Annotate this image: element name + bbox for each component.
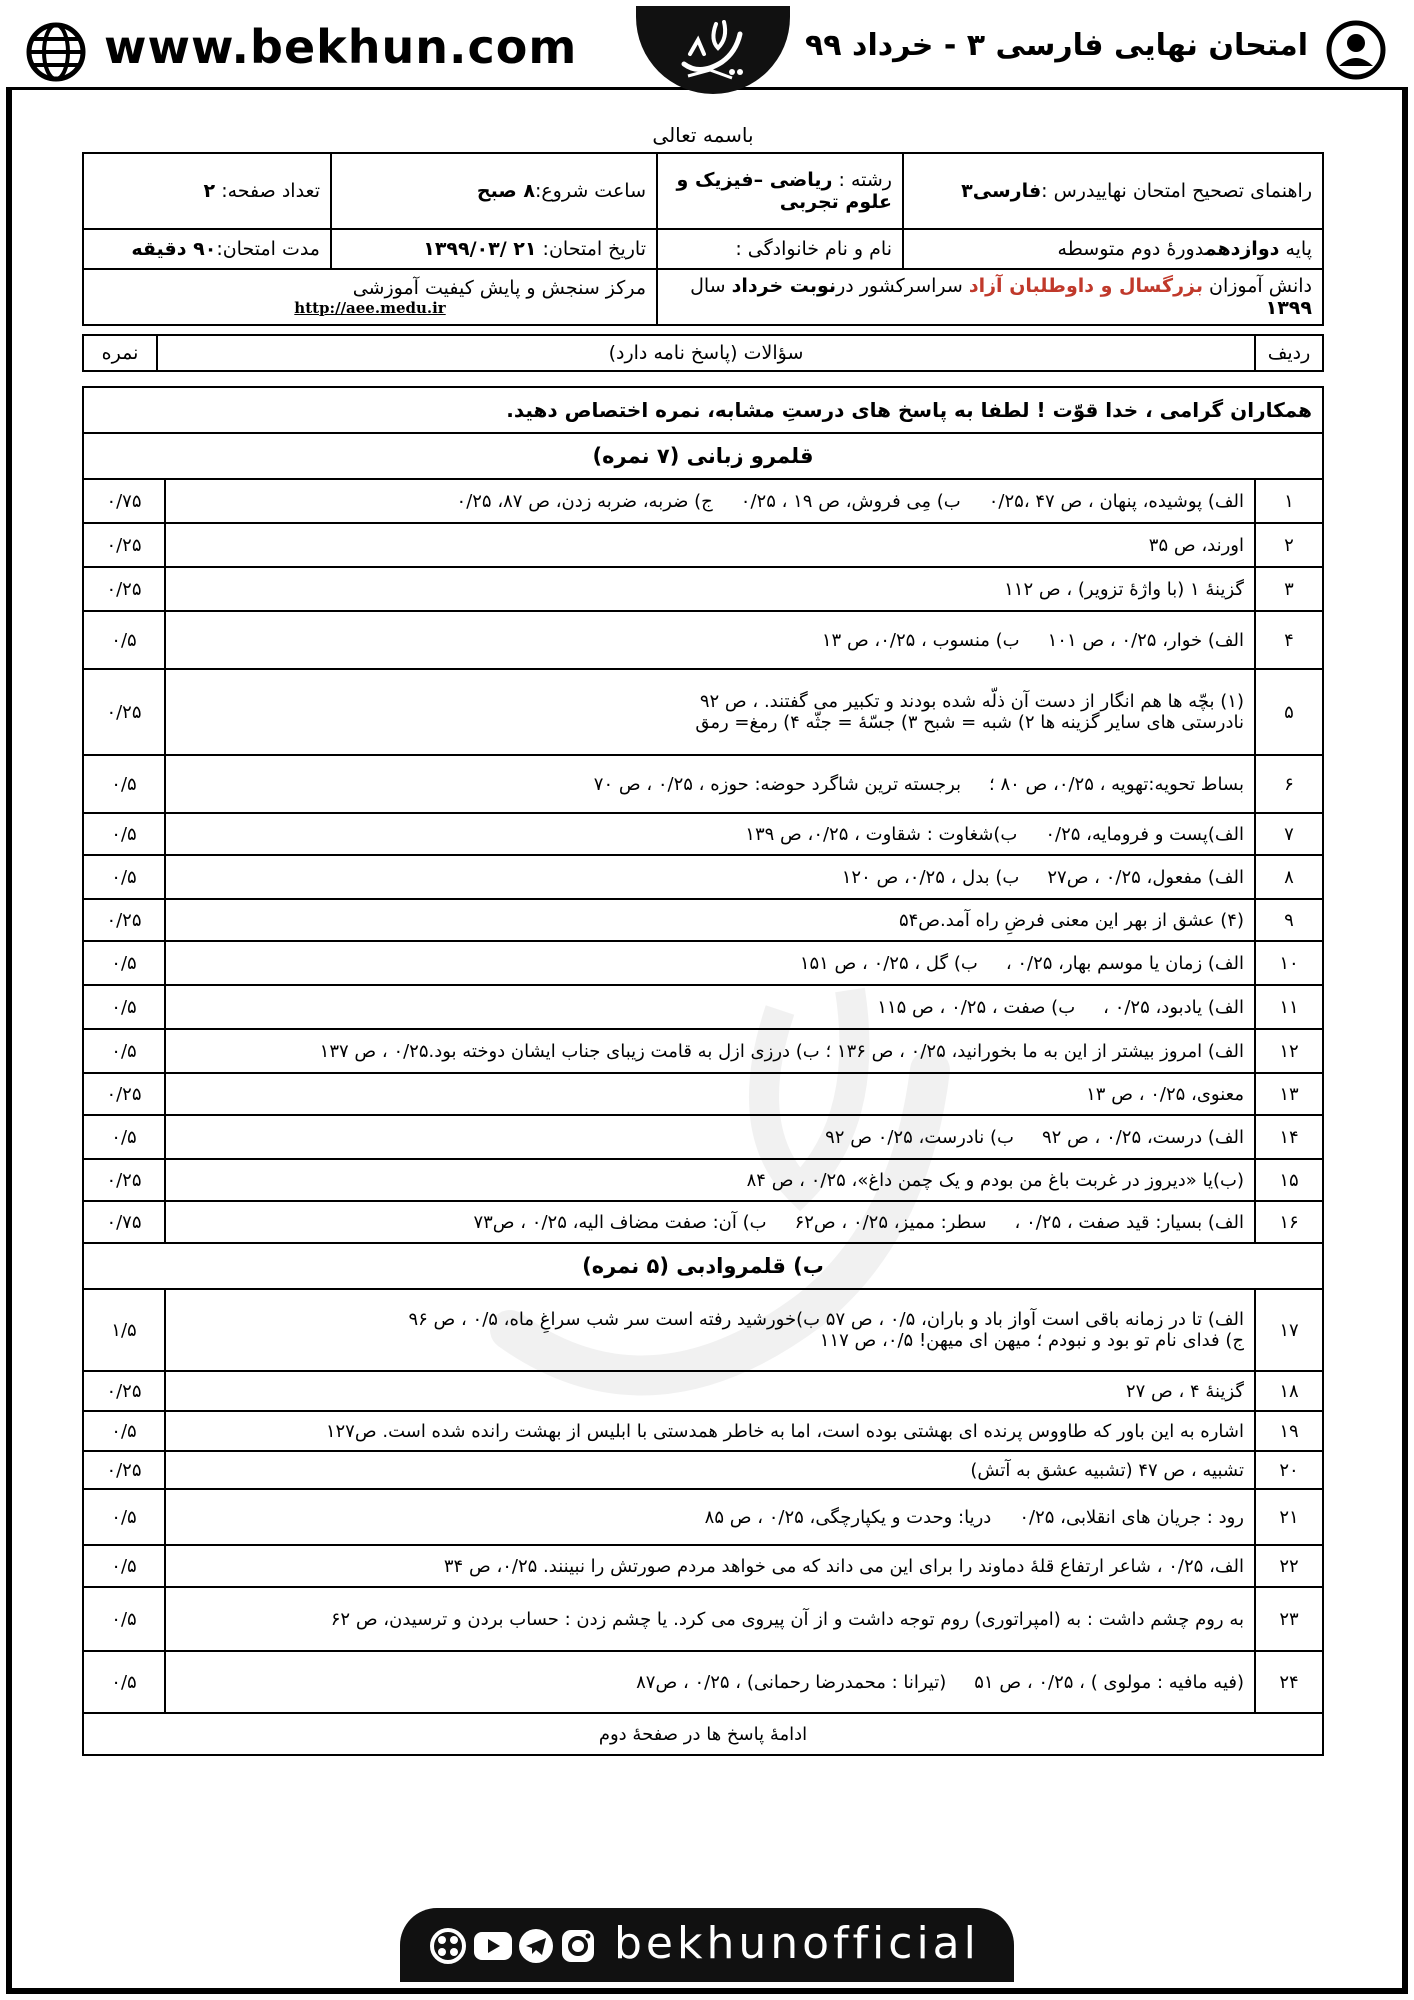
answer-text [165,855,1255,899]
row-score: ۰/۲۵ [83,669,165,755]
pages-value: ۲ [203,180,216,202]
answer-part: ب) منسوب ، ۰/۲۵، ص ۱۳ [821,629,1020,651]
row-number: ۶ [1255,755,1323,813]
answer-sheet [82,118,1324,1756]
answer-text [165,1289,1255,1371]
literary-rows [83,1289,1323,1713]
answer-text [165,1159,1255,1201]
row-number: ۳ [1255,567,1323,611]
row-score: ۰/۵ [83,1489,165,1545]
row-header: ردیف [1255,335,1323,371]
answer-text [165,611,1255,669]
answer-text [165,755,1255,813]
answer-row [83,1545,1323,1587]
row-score: ۰/۲۵ [83,1371,165,1411]
answer-part: رود : جریان های انقلابی، ۰/۲۵ [1019,1506,1244,1528]
students-group: بزرگسال و داوطلبان آزاد [968,275,1203,297]
row-score: ۰/۵ [83,611,165,669]
answer-row [83,1451,1323,1489]
row-score: ۰/۵ [83,941,165,985]
row-score: ۰/۵ [83,1029,165,1073]
answer-part: دریا: وحدت و یکپارچگی، ۰/۲۵ ، ص ۸۵ [704,1506,992,1528]
row-score: ۰/۲۵ [83,567,165,611]
answer-text [165,1201,1255,1243]
answer-text [165,985,1255,1029]
row-score: ۱/۵ [83,1289,165,1371]
answer-text [165,1587,1255,1651]
pages-cell [83,153,331,229]
aparat-icon[interactable] [432,1930,464,1962]
answer-part: (فیه مافیه : مولوی ) ، ۰/۲۵ ، ص ۵۱ [974,1671,1244,1693]
row-score: ۰/۷۵ [83,479,165,523]
answer-row [83,1587,1323,1651]
answer-row [83,899,1323,941]
name-label: نام و نام خانوادگی : [735,238,892,260]
row-number: ۲۲ [1255,1545,1323,1587]
top-banner [6,6,1408,90]
answer-row [83,941,1323,985]
name-cell [657,229,903,269]
date-value: ۱۳۹۹/۰۳/ ۲۱ [423,238,537,260]
site-url[interactable]: www.bekhun.com [104,20,578,74]
row-score: ۰/۵ [83,1587,165,1651]
answer-part: ب) بدل ، ۰/۲۵، ص ۱۲۰ [841,866,1020,888]
basmala: باسمه تعالی [652,123,754,147]
row-number: ۱۳ [1255,1073,1323,1115]
row-number: ۱ [1255,479,1323,523]
answer-row [83,1073,1323,1115]
answer-part: معنوی، ۰/۲۵ ، ص ۱۳ [1086,1083,1244,1105]
language-rows [83,479,1323,1243]
duration-value: ۹۰ دقیقه [131,238,217,260]
course-name: فارسی۳ [961,180,1042,202]
row-number: ۱۵ [1255,1159,1323,1201]
youtube-icon[interactable] [474,1932,512,1960]
answer-row [83,755,1323,813]
answer-text [165,941,1255,985]
row-number: ۲۰ [1255,1451,1323,1489]
row-score: ۰/۲۵ [83,1451,165,1489]
row-number: ۵ [1255,669,1323,755]
row-score: ۰/۵ [83,813,165,855]
row-score: ۰/۵ [83,1115,165,1159]
guide-label: راهنمای تصحیح امتحان نهاییدرس : [1041,180,1312,202]
answer-text [165,1073,1255,1115]
answer-row [83,1289,1323,1371]
row-number: ۱۷ [1255,1289,1323,1371]
answer-part: الف) خوار، ۰/۲۵ ، ص ۱۰۱ [1047,629,1244,651]
answer-text [165,479,1255,523]
answer-line: نادرستی های سایر گزینه ها ۲) شبه = شبح ۳) جسّۀ = جثّه ۴) رمغ= رمق [695,712,1244,733]
row-score: ۰/۵ [83,985,165,1029]
answer-part: الف) امروز بیشتر از این به ما بخورانید، ۰/۲۵ ، ص ۱۳۶ ؛ ب) درزی ازل به قامت زیبای جناب ایشان دوخته بود.۰/۲۵ ، ص ۱۳۷ [319,1040,1244,1062]
answer-part: به روم چشم داشت : به (امپراتوری) روم توجه داشت و از آن پیروی می کرد. یا چشم زدن : حساب بردن و ترسیدن، ص ۶۲ [330,1608,1244,1630]
center-url[interactable]: http://aee.medu.ir [294,299,446,317]
exam-info-table [82,152,1324,326]
major-value: ریاضی –فیزیک و علوم تجربی [676,169,892,213]
grade-cell [903,229,1323,269]
row-number: ۲ [1255,523,1323,567]
students-scope: سراسرکشور در [836,275,963,297]
answer-part: سطر: ممیز، ۰/۲۵ ، ص۶۲ [794,1211,987,1233]
row-score: ۰/۲۵ [83,1073,165,1115]
answer-row [83,1411,1323,1451]
row-score: ۰/۲۵ [83,899,165,941]
answer-text [165,1029,1255,1073]
answer-row [83,611,1323,669]
answer-part: الف) بسیار: قید صفت ، ۰/۲۵ ، [1014,1211,1244,1233]
answer-line: الف) تا در زمانه باقی است آواز باد و باران، ۰/۵ ، ص ۵۷ ب)خورشید رفته است سر شب سراغِ ماه، ۰/۵ ، ص ۹۶ [408,1309,1244,1330]
row-number: ۱۹ [1255,1411,1323,1451]
answer-part: (تیرانا : محمدرضا رحمانی) ، ۰/۲۵ ، ص۸۷ [636,1671,947,1693]
row-number: ۱۰ [1255,941,1323,985]
questions-header: سؤالات (پاسخ نامه دارد) [157,335,1255,371]
answer-part: الف) درست، ۰/۲۵ ، ص ۹۲ [1041,1126,1244,1148]
globe-icon [26,22,86,82]
user-icon[interactable] [1326,20,1386,80]
answers-table [82,386,1324,1756]
students-cell [657,269,1323,325]
year-value: ۱۳۹۹ [1265,297,1312,319]
row-number: ۷ [1255,813,1323,855]
social-icons [428,1926,598,1966]
row-score: ۰/۵ [83,1411,165,1451]
answer-part: اورند، ص ۳۵ [1148,534,1244,556]
answer-part: ب) مِی فروش، ص ۱۹ ، ۰/۲۵ [740,490,961,512]
grade-label: پایه [1285,238,1312,260]
start-cell [331,153,657,229]
answer-row [83,985,1323,1029]
answer-part: ب)شغاوت : شقاوت ، ۰/۲۵، ص ۱۳۹ [745,823,1018,845]
answer-row [83,1115,1323,1159]
answer-part: (۴) عشق از بهر این معنی فرضِ راه آمد.ص۵۴ [898,909,1244,931]
row-number: ۹ [1255,899,1323,941]
answer-row [83,1489,1323,1545]
row-number: ۱۱ [1255,985,1323,1029]
row-score: ۰/۲۵ [83,1159,165,1201]
answer-text [165,899,1255,941]
telegram-icon[interactable] [519,1929,553,1963]
answer-text [165,1115,1255,1159]
answer-part: الف) یادبود، ۰/۲۵ ، [1103,996,1244,1018]
exam-turn: نوبت خرداد [731,275,837,297]
answer-row [83,813,1323,855]
answer-text [165,813,1255,855]
social-footer [400,1908,1014,1982]
answer-part: ب) گل ، ۰/۲۵ ، ص ۱۵۱ [799,952,978,974]
row-score: ۰/۵ [83,755,165,813]
score-header: نمره [83,335,157,371]
answer-part: ب) آن: صفت مضاف الیه، ۰/۲۵ ، ص۷۳ [473,1211,767,1233]
answer-text [165,523,1255,567]
row-number: ۱۶ [1255,1201,1323,1243]
answer-part: الف) زمان یا موسم بهار، ۰/۲۵ ، [1005,952,1244,974]
answer-line: (۱) بچّه ها هم انگار از دست آن ذلّه شده بودند و تکبیر می گفتند. ، ص ۹۲ [699,691,1244,712]
answer-part: گزینۀ ۴ ، ص ۲۷ [1125,1380,1244,1402]
answer-text [165,1489,1255,1545]
pages-label: تعداد صفحه: [221,180,320,202]
center-name: مرکز سنجش و پایش کیفیت آموزشی [352,277,646,299]
answer-part: تشبیه ، ص ۴۷ (تشبیه عشق به آتش) [970,1459,1244,1481]
answer-text [165,1651,1255,1713]
answer-text [165,567,1255,611]
duration-cell [83,229,331,269]
answer-row [83,1371,1323,1411]
answer-part: گزینۀ ۱ (با واژۀ تزویر) ، ص ۱۱۲ [1004,578,1244,600]
students-label: دانش آموزان [1209,275,1312,297]
row-number: ۸ [1255,855,1323,899]
answer-text [165,669,1255,755]
course-cell [903,153,1323,229]
row-score: ۰/۵ [83,1545,165,1587]
section-literary-title: ب) قلمروادبی (۵ نمره) [83,1243,1323,1289]
date-label: تاریخ امتحان: [542,238,646,260]
answer-row [83,567,1323,611]
answer-row [83,479,1323,523]
major-cell [657,153,903,229]
grade-rest: دورۀ دوم متوسطه [1057,238,1205,260]
instagram-icon[interactable] [562,1930,594,1962]
answer-row [83,1029,1323,1073]
row-number: ۲۴ [1255,1651,1323,1713]
answer-part: الف) پوشیده، پنهان ، ص ۴۷ ،۰/۲۵ [988,490,1244,512]
answer-part: الف)پست و فرومایه، ۰/۲۵ [1045,823,1244,845]
row-score: ۰/۲۵ [83,523,165,567]
row-score: ۰/۵ [83,1651,165,1713]
answer-part: بساط تحویه:تهویه ، ۰/۲۵، ص ۸۰ ؛ [989,773,1244,795]
year-label: سال [690,275,726,297]
row-number: ۱۲ [1255,1029,1323,1073]
section-language-title: قلمرو زبانی (۷ نمره) [83,433,1323,479]
answer-row [83,669,1323,755]
answer-row [83,523,1323,567]
logo-mark-icon [670,14,756,84]
answer-row [83,855,1323,899]
row-number: ۱۴ [1255,1115,1323,1159]
answer-part: برجسته ترین شاگرد حوضه: حوزه ، ۰/۲۵ ، ص ۷۰ [593,773,962,795]
answer-part: ج) ضربه، ضربه زدن، ص ۸۷، ۰/۲۵ [456,490,713,512]
duration-label: مدت امتحان: [216,238,320,260]
row-number: ۲۱ [1255,1489,1323,1545]
answer-part: ب) صفت ، ۰/۲۵ ، ص ۱۱۵ [877,996,1076,1018]
answer-part: الف) مفعول، ۰/۲۵ ، ص۲۷ [1047,866,1244,888]
row-number: ۲۳ [1255,1587,1323,1651]
social-handle[interactable]: bekhunofficial [614,1918,980,1969]
answer-row [83,1201,1323,1243]
row-score: ۰/۷۵ [83,1201,165,1243]
row-number: ۴ [1255,611,1323,669]
bekhun-logo[interactable] [636,6,790,94]
answer-part: اشاره به این باور که طاووس پرنده ای بهشتی بوده است، اما به خاطر همدستی با ابلیس از بهشت رانده شده است. ص۱۲۷ [325,1420,1244,1442]
continued-note: ادامۀ پاسخ ها در صفحۀ دوم [83,1713,1323,1755]
answer-part: الف، ۰/۲۵ ، شاعر ارتفاع قلۀ دماوند را برای این می داند که می خواهد مردم صورتش را نبینند. ۰/۲۵، ص ۳۴ [443,1555,1244,1577]
column-header-table [82,334,1324,372]
start-label: ساعت شروع: [534,180,646,202]
answer-text [165,1451,1255,1489]
exam-title: امتحان نهایی فارسی ۳ - خرداد ۹۹ [804,28,1308,63]
answer-line: ج) فدای نام تو بود و نبودم ؛ میهن ای میهن! ۰/۵، ص ۱۱۷ [819,1330,1244,1351]
date-cell [331,229,657,269]
answer-text [165,1411,1255,1451]
center-cell [83,269,657,325]
answer-row [83,1159,1323,1201]
grade-value: دوازدهم [1204,238,1280,260]
row-number: ۱۸ [1255,1371,1323,1411]
answer-part: ب) نادرست، ۰/۲۵ ص ۹۲ [825,1126,1014,1148]
answer-row [83,1651,1323,1713]
answer-part: (ب)یا «دیروز در غربت باغ من بودم و یک چمن داغ»، ۰/۲۵ ، ص ۸۴ [746,1169,1244,1191]
start-time: ۸ صبح [476,180,535,202]
answer-text [165,1371,1255,1411]
row-score: ۰/۵ [83,855,165,899]
answer-text [165,1545,1255,1587]
greeting: همکاران گرامی ، خدا قوّت ! لطفا به پاسخ های درستِ مشابه، نمره اختصاص دهید. [83,387,1323,433]
major-label: رشته : [838,169,892,191]
